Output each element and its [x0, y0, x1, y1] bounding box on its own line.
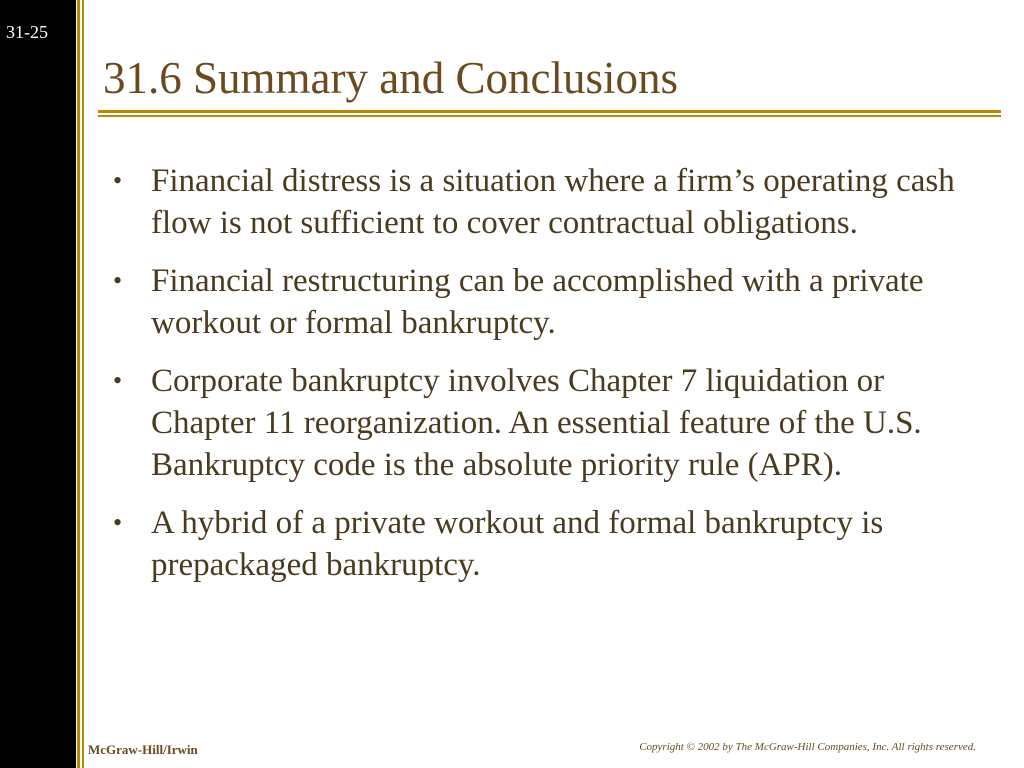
bullet-text: Financial distress is a situation where a firm’s operating cash flow is not sufficient to cover contractual obligations.	[151, 163, 955, 241]
bullet-icon: •	[113, 508, 123, 537]
bullet-icon: •	[113, 166, 123, 195]
bullet-item	[113, 502, 993, 586]
slide-title: 31.6 Summary and Conclusions	[103, 53, 678, 103]
copyright-notice: Copyright © 2002 by The McGraw-Hill Companies, Inc. All rights reserved.	[639, 741, 976, 753]
publisher-brand: McGraw-Hill/Irwin	[88, 742, 198, 757]
bullet-text: A hybrid of a private workout and formal bankruptcy is prepackaged bankruptcy.	[151, 505, 884, 583]
bullet-list	[113, 160, 993, 602]
sidebar	[0, 0, 76, 768]
title-underline	[98, 110, 1001, 113]
sidebar-divider-line	[82, 0, 84, 768]
sidebar-divider-line	[77, 0, 80, 768]
title-underline	[98, 115, 1001, 117]
bullet-item	[113, 360, 993, 486]
bullet-icon: •	[113, 366, 123, 395]
bullet-item	[113, 160, 993, 244]
bullet-item	[113, 260, 993, 344]
bullet-text: Corporate bankruptcy involves Chapter 7 liquidation or Chapter 11 reorganization. An essential feature of the U.S. Bankruptcy code is the absolute priority rule (APR).	[151, 363, 922, 483]
bullet-icon: •	[113, 266, 123, 295]
slide-number: 31-25	[6, 22, 48, 42]
bullet-text: Financial restructuring can be accomplished with a private workout or formal bankruptcy.	[151, 263, 924, 341]
